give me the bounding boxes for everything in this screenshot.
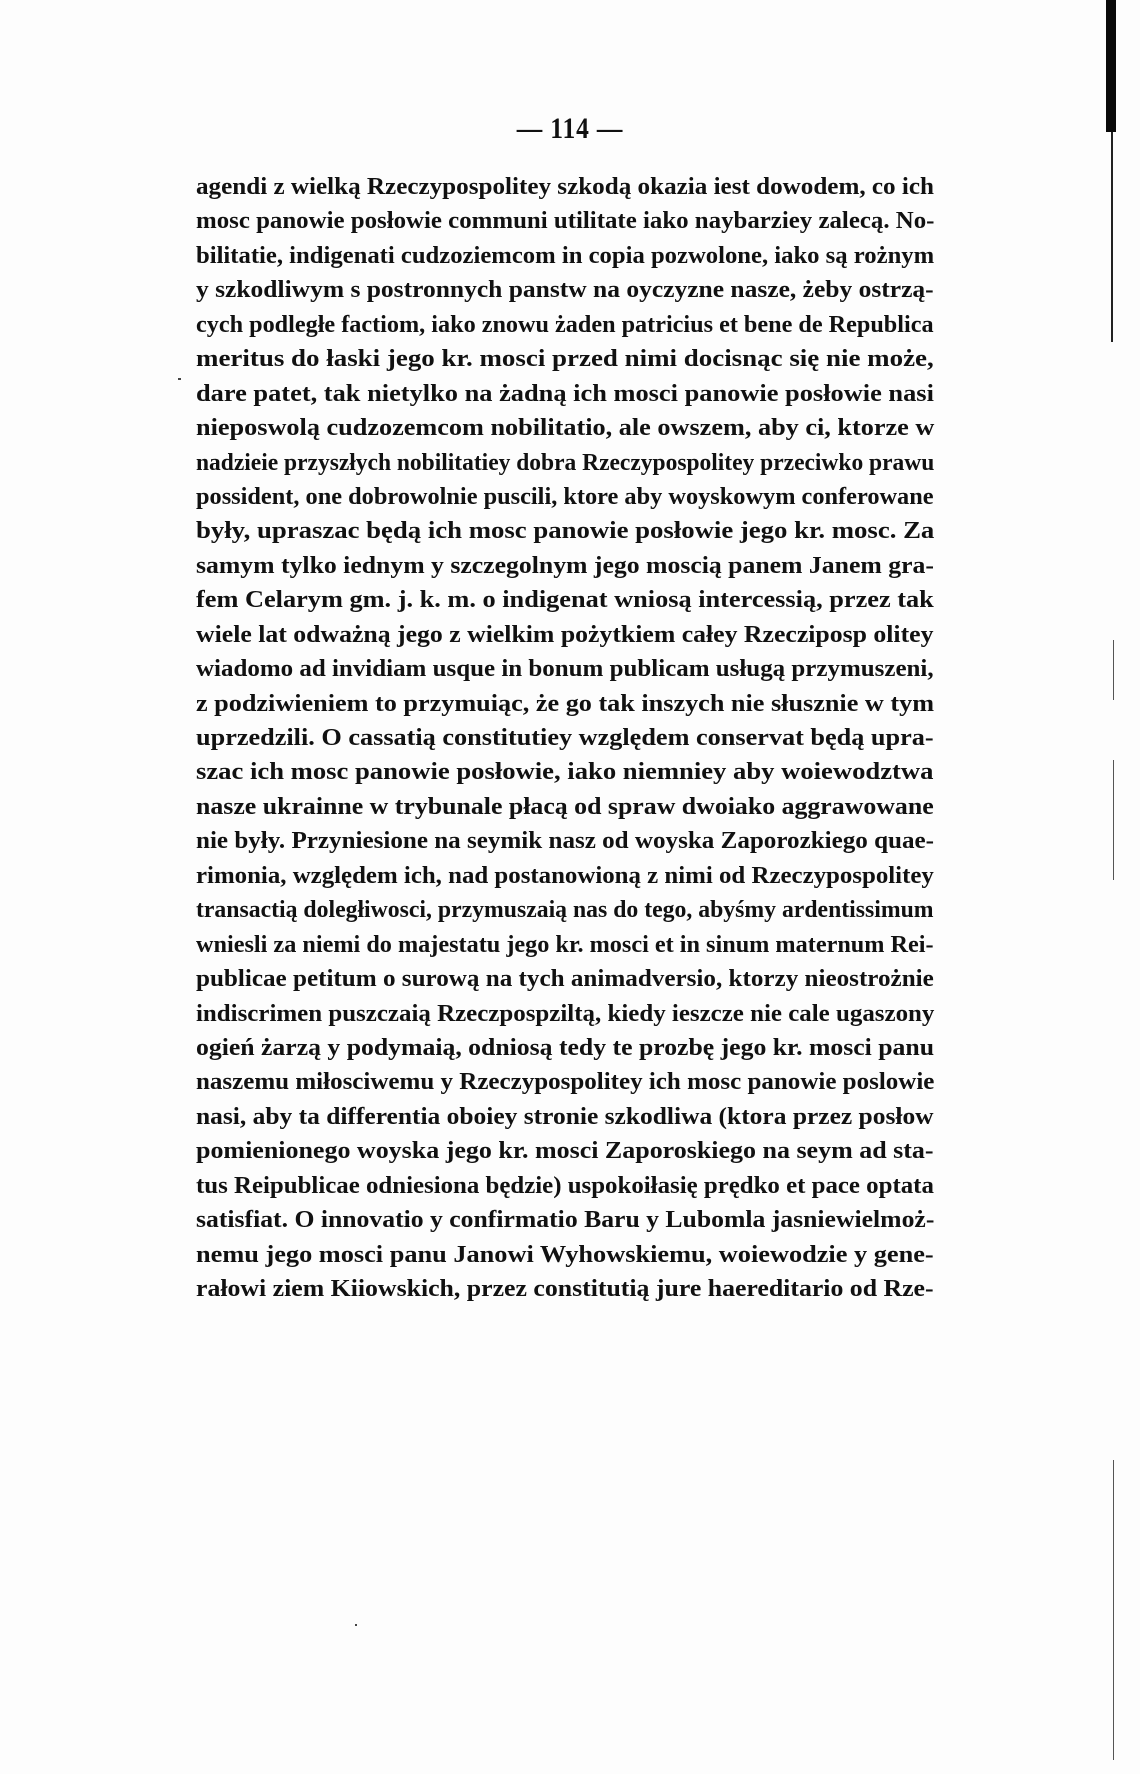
text-line: tus Reipublicae odniesiona będzie) uspokoiłasię prędko et pace optata: [196, 1171, 934, 1199]
page-edge-line: [1113, 760, 1114, 880]
page-number: — 114 —: [516, 112, 624, 145]
text-line: z podziwieniem to przymuiąc, że go tak inszych nie słusznie w tym: [196, 689, 935, 717]
text-line: mosc panowie posłowie communi utilitate iako naybarziey zalecą. No-: [196, 207, 935, 235]
scan-speck: [355, 1624, 357, 1626]
page-edge-line: [1113, 1460, 1114, 1760]
page-edge-bar: [1106, 0, 1116, 132]
page-edge-line: [1111, 132, 1113, 342]
body-text: [196, 170, 934, 1306]
text-line: satisfiat. O innovatio y confirmatio Baru y Lubomla jasniewielmoż-: [196, 1206, 935, 1234]
text-line: indiscrimen puszczaią Rzeczpospziltą, kiedy ieszcze nie cale ugaszony: [196, 999, 935, 1027]
text-line: dare patet, tak nietylko na żadną ich mosci panowie posłowie nasi: [196, 379, 934, 407]
text-line: szac ich mosc panowie posłowie, iako niemniey aby woiewodztwa: [196, 758, 934, 786]
text-line: rimonia, względem ich, nad postanowioną z nimi od Rzeczypospolitey: [196, 861, 934, 889]
text-line: rałowi ziem Kiiowskich, przez constitutią jure haereditario od Rze-: [196, 1275, 934, 1302]
text-line: wiadomo ad invidiam usque in bonum publicam usługą przymuszeni,: [196, 655, 934, 683]
text-line: cych podległe factiom, iako znowu żaden patricius et bene de Republica: [196, 310, 934, 338]
text-line: wiele lat odważną jego z wielkim pożytkiem całey Rzecziposp olitey: [196, 620, 934, 648]
text-line: samym tylko iednym y szczegolnym jego moscią panem Janem gra-: [196, 551, 934, 579]
text-line: bilitatie, indigenati cudzoziemcom in copia pozwolone, iako są rożnym: [196, 241, 935, 269]
text-line: transactią doległiwosci, przymuszaią nas do tego, abyśmy ardentissimum: [196, 896, 934, 924]
text-line: nieposwolą cudzozemcom nobilitatio, ale owszem, aby ci, ktorze w: [196, 414, 935, 442]
text-line: uprzedzili. O cassatią constitutiey względem conservat będą upra-: [196, 724, 934, 751]
text-line: nasze ukrainne w trybunale płacą od spraw dwoiako aggrawowane: [196, 792, 934, 820]
page-edge-line: [1113, 640, 1114, 700]
text-line: meritus do łaski jego kr. mosci przed nimi docisnąc się nie może,: [196, 345, 934, 373]
text-line: y szkodliwym s postronnych panstw na oyczyzne nasze, żeby ostrzą-: [196, 276, 934, 304]
text-line: nie były. Przyniesione na seymik nasz od woyska Zaporozkiego quae-: [196, 827, 935, 855]
scan-speck: [178, 378, 181, 380]
text-line: naszemu miłosciwemu y Rzeczypospolitey ich mosc panowie poslowie: [196, 1068, 935, 1096]
text-line: były, upraszac będą ich mosc panowie posłowie jego kr. mosc. Za: [196, 517, 935, 545]
text-line: pomienionego woyska jego kr. mosci Zaporoskiego na seym ad sta-: [196, 1137, 934, 1165]
text-line: fem Celarym gm. j. k. m. o indigenat wniosą intercessią, przez tak: [196, 586, 934, 614]
text-line: nasi, aby ta differentia oboiey stronie szkodliwa (ktora przez posłow: [196, 1102, 934, 1130]
text-line: agendi z wielką Rzeczypospolitey szkodą okazia iest dowodem, co ich: [196, 173, 934, 200]
text-line: wniesli za niemi do majestatu jego kr. mosci et in sinum maternum Rei-: [196, 930, 934, 958]
text-line: publicae petitum o surową na tych animadversio, ktorzy nieostrożnie: [196, 965, 934, 993]
text-line: possident, one dobrowolnie puscili, ktore aby woyskowym conferowane: [196, 482, 934, 510]
text-line: ogień żarzą y podymaią, odniosą tedy te prozbę jego kr. mosci panu: [196, 1033, 935, 1061]
text-line: nadzieie przyszłych nobilitatiey dobra Rzeczypospolitey przeciwko prawu: [196, 448, 935, 476]
text-line: nemu jego mosci panu Janowi Wyhowskiemu, woiewodzie y gene-: [196, 1240, 934, 1268]
